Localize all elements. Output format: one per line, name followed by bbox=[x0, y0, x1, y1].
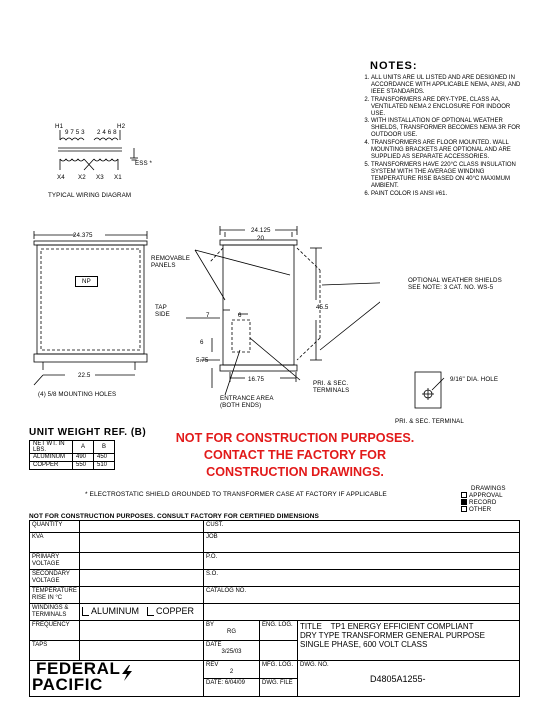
record-checkbox[interactable] bbox=[461, 499, 467, 505]
quantity-value[interactable] bbox=[80, 521, 204, 533]
windings-blank bbox=[204, 604, 520, 621]
tap-side-label: TAP SIDE bbox=[155, 304, 170, 318]
dwg-no-value: D4805A1255- bbox=[370, 674, 426, 684]
table-row bbox=[30, 454, 115, 462]
dwg-no-label: DWG. NO. bbox=[300, 662, 329, 668]
title-line-2: DRY TYPE TRANSFORMER GENERAL PURPOSE bbox=[300, 631, 485, 640]
wiring-h2: H2 bbox=[117, 123, 126, 130]
table-cell: 550 bbox=[73, 462, 94, 470]
note-3: 3. WITH INSTALLATION OF OPTIONAL WEATHER SHIELDS, TRANSFORMER BECOMES NEMA 3R FOR OUTDOOR USE. bbox=[371, 118, 522, 139]
date-field bbox=[204, 641, 260, 661]
unit-weight-title: UNIT WEIGHT REF. (B) bbox=[29, 427, 147, 438]
entrance-area-label: ENTRANCE AREA (BOTH ENDS) bbox=[220, 395, 274, 409]
rev-label: REV bbox=[206, 662, 219, 668]
by-label: BY bbox=[206, 622, 215, 628]
pri-sec-terminals-label: PRI. & SEC. TERMINALS bbox=[313, 380, 350, 394]
removable-panels-label: REMOVABLE PANELS bbox=[151, 255, 190, 269]
table-row bbox=[30, 621, 520, 641]
table-row bbox=[30, 553, 520, 570]
table-row bbox=[30, 441, 115, 454]
note-4: 4. TRANSFORMERS ARE FLOOR MOUNTED. WALL MOUNTING BRACKETS ARE OPTIONAL AND ARE SUPPLIED AS SEPARATE ACCESSORIES. bbox=[371, 140, 522, 161]
table-row bbox=[30, 570, 520, 587]
po-field[interactable] bbox=[204, 553, 520, 570]
rev-field bbox=[204, 661, 260, 679]
date-value: 3/25/03 bbox=[221, 649, 242, 655]
frequency-value[interactable] bbox=[80, 621, 204, 641]
po-label: P.O. bbox=[206, 554, 218, 560]
front-base-dim: 22.5 bbox=[78, 372, 91, 379]
record-label: RECORD bbox=[469, 499, 497, 506]
drawings-title: DRAWINGS bbox=[471, 485, 506, 492]
mounting-holes-label: (4) 5/8 MOUNTING HOLES bbox=[38, 391, 117, 398]
wiring-taps-left: 9 7 5 3 bbox=[65, 129, 85, 136]
eng-log-value bbox=[260, 641, 298, 661]
title-label: TITLE bbox=[300, 622, 322, 631]
title-block-header: NOT FOR CONSTRUCTION PURPOSES. CONSULT FACTORY FOR CERTIFIED DIMENSIONS bbox=[29, 513, 319, 520]
side-width-inner: 20 bbox=[257, 235, 265, 242]
lightning-bolt-icon bbox=[120, 665, 134, 681]
terminal-detail-drawing bbox=[410, 368, 450, 413]
construction-warning bbox=[140, 430, 450, 481]
table-cell: 510 bbox=[94, 462, 115, 470]
primary-voltage-value[interactable] bbox=[80, 553, 204, 570]
frequency-label: FREQUENCY bbox=[30, 621, 80, 641]
temperature-rise-label: TEMPERATURE RISE IN °C bbox=[30, 587, 80, 604]
wiring-x2: X2 bbox=[78, 174, 86, 181]
notes-list bbox=[362, 75, 522, 198]
job-field[interactable] bbox=[204, 533, 520, 553]
wiring-x1: X1 bbox=[114, 174, 122, 181]
windings-label: WINDINGS & TERMINALS bbox=[30, 604, 80, 621]
date-label: DATE bbox=[206, 642, 222, 648]
record-option[interactable] bbox=[461, 499, 506, 506]
weather-shields-label: OPTIONAL WEATHER SHIELDS SEE NOTE: 3 CAT. NO. WS-5 bbox=[408, 277, 502, 291]
table-row bbox=[30, 462, 115, 470]
taps-label: TAPS bbox=[30, 641, 80, 661]
catalog-no-field[interactable] bbox=[204, 587, 520, 604]
date2-label: DATE: bbox=[206, 680, 224, 686]
quantity-label: QUANTITY bbox=[30, 521, 80, 533]
table-cell: NET WT. IN LBS. bbox=[30, 441, 73, 454]
table-cell: B bbox=[94, 441, 115, 454]
aluminum-check[interactable] bbox=[82, 607, 89, 616]
by-field bbox=[204, 621, 260, 641]
cust-label: CUST. bbox=[206, 522, 224, 528]
terminal-caption: PRI. & SEC. TERMINAL bbox=[395, 418, 464, 425]
side-height-dim: 45.5 bbox=[316, 304, 329, 311]
wiring-h1: H1 bbox=[55, 123, 64, 130]
approval-label: APPROVAL bbox=[469, 492, 503, 499]
date2-field bbox=[204, 679, 260, 697]
note-2: 2. TRANSFORMERS ARE DRY-TYPE, CLASS AA, VENTILATED NEMA 2 ENCLOSURE FOR INDOOR USE. bbox=[371, 97, 522, 118]
logo-federal: FEDERAL bbox=[36, 659, 121, 679]
rev-value: 2 bbox=[229, 669, 234, 675]
note-5: 5. TRANSFORMERS HAVE 220°C CLASS INSULATION SYSTEM WITH THE AVERAGE WINDING TEMPERATURE RISE BASED ON 40°C MAXIMUM AMBIENT. bbox=[371, 162, 522, 190]
copper-check[interactable] bbox=[147, 607, 154, 616]
dim-5-75: 5.75 bbox=[196, 357, 209, 364]
by-value: RG bbox=[227, 629, 236, 635]
wiring-ess: ESS * bbox=[135, 160, 153, 167]
table-cell: COPPER bbox=[30, 462, 73, 470]
secondary-voltage-value[interactable] bbox=[80, 570, 204, 587]
wiring-x4: X4 bbox=[57, 174, 65, 181]
other-option[interactable] bbox=[461, 506, 506, 513]
approval-option[interactable] bbox=[461, 492, 506, 499]
copper-label: COPPER bbox=[156, 606, 195, 616]
kva-label: KVA bbox=[30, 533, 80, 553]
wiring-x3: X3 bbox=[96, 174, 104, 181]
windings-options[interactable] bbox=[80, 604, 204, 621]
table-row bbox=[30, 661, 520, 679]
table-row bbox=[30, 604, 520, 621]
title-field bbox=[298, 621, 520, 661]
dim-7: 7 bbox=[206, 312, 210, 319]
date2-value: 6/04/09 bbox=[224, 680, 245, 686]
approval-checkbox[interactable] bbox=[461, 492, 467, 498]
wiring-caption: TYPICAL WIRING DIAGRAM bbox=[48, 192, 132, 199]
logo-cell bbox=[30, 661, 204, 697]
kva-value[interactable] bbox=[80, 533, 204, 553]
secondary-voltage-label: SECONDARY VOLTAGE bbox=[30, 570, 80, 587]
note-6: 6. PAINT COLOR IS ANSI #61. bbox=[371, 191, 522, 198]
shield-note: * ELECTROSTATIC SHIELD GROUNDED TO TRANSFORMER CASE AT FACTORY IF APPLICABLE bbox=[85, 491, 387, 498]
side-width-outer: 24.125 bbox=[251, 227, 271, 234]
nameplate: NP bbox=[75, 276, 98, 287]
table-cell: 450 bbox=[94, 454, 115, 462]
so-field[interactable] bbox=[204, 570, 520, 587]
wiring-taps-right: 2 4 6 8 bbox=[97, 129, 117, 136]
cust-field[interactable] bbox=[204, 521, 520, 533]
so-label: S.O. bbox=[206, 571, 219, 577]
dim-16-75: 16.75 bbox=[248, 376, 264, 383]
table-row bbox=[30, 587, 520, 604]
logo-pacific: PACIFIC bbox=[32, 674, 103, 694]
title-block bbox=[29, 520, 520, 697]
notes-title: NOTES: bbox=[370, 60, 418, 72]
front-width-dim: 24.375 bbox=[73, 232, 93, 239]
primary-voltage-label: PRIMARY VOLTAGE bbox=[30, 553, 80, 570]
table-row bbox=[30, 533, 520, 553]
terminal-hole-label: 9/16" DIA. HOLE bbox=[450, 376, 499, 383]
title-line-3: SINGLE PHASE, 600 VOLT CLASS bbox=[300, 640, 428, 649]
table-cell: 490 bbox=[73, 454, 94, 462]
warning-line-3: CONSTRUCTION DRAWINGS. bbox=[206, 465, 384, 479]
dwg-file-label: DWG. FILE bbox=[260, 679, 298, 697]
dim-6-top: 6 bbox=[238, 312, 242, 319]
mfg-log-label: MFG. LOG. bbox=[260, 661, 298, 679]
other-checkbox[interactable] bbox=[461, 506, 467, 512]
table-cell: ALUMINUM bbox=[30, 454, 73, 462]
unit-weight-table bbox=[29, 440, 115, 470]
warning-line-1: NOT FOR CONSTRUCTION PURPOSES. bbox=[175, 431, 415, 445]
dwg-no-field bbox=[298, 661, 520, 697]
other-label: OTHER bbox=[469, 506, 492, 513]
table-row bbox=[30, 521, 520, 533]
aluminum-label: ALUMINUM bbox=[91, 606, 140, 616]
warning-line-2: CONTACT THE FACTORY FOR bbox=[203, 448, 387, 462]
drawings-legend bbox=[461, 485, 506, 513]
table-cell: A bbox=[73, 441, 94, 454]
title-line-1: TP1 ENERGY EFFICIENT COMPLIANT bbox=[330, 622, 474, 631]
catalog-no-label: CATALOG NO. bbox=[206, 588, 247, 594]
temperature-rise-value[interactable] bbox=[80, 587, 204, 604]
taps-value[interactable] bbox=[80, 641, 204, 661]
note-1: 1. ALL UNITS ARE UL LISTED AND ARE DESIGNED IN ACCORDANCE WITH APPLICABLE NEMA, ANSI, AND IEEE STANDARDS. bbox=[371, 75, 522, 96]
job-label: JOB bbox=[206, 534, 218, 540]
dim-6-side: 6 bbox=[200, 339, 204, 346]
eng-log-label: ENG. LOG. bbox=[260, 621, 298, 641]
